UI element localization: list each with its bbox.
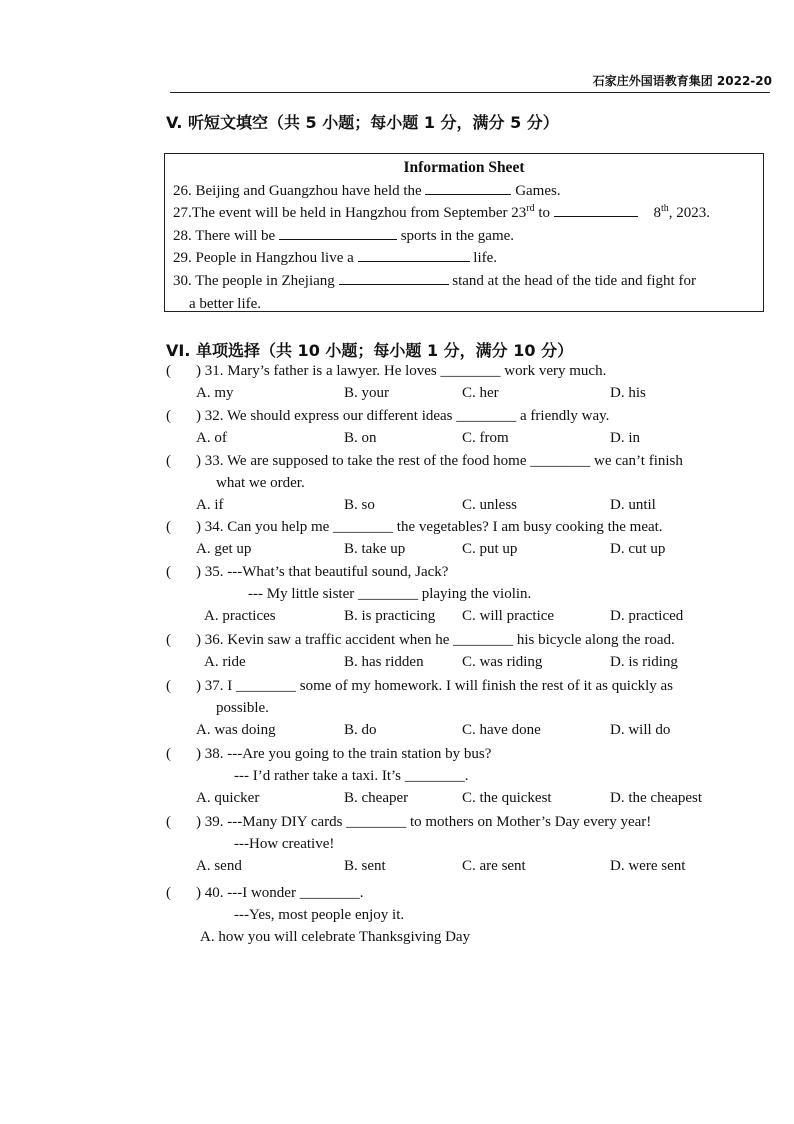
option-d: D. in bbox=[610, 430, 640, 446]
option-c: C. from bbox=[462, 430, 509, 446]
answer-bracket[interactable]: ( bbox=[166, 453, 171, 469]
answer-blank-28[interactable] bbox=[279, 225, 397, 240]
answer-bracket[interactable]: ( bbox=[166, 408, 171, 424]
question-32: ( ) 32. We should express our different ideas ________ a friendly way. A. of B. on C. from D. in bbox=[166, 405, 766, 449]
answer-blank-29[interactable] bbox=[358, 247, 470, 262]
answer-bracket[interactable]: ( bbox=[166, 564, 171, 580]
answer-bracket[interactable]: ( bbox=[166, 632, 171, 648]
answer-bracket[interactable]: ( bbox=[166, 519, 171, 535]
option-d: D. is riding bbox=[610, 654, 678, 670]
question-28: 28. There will be sports in the game. bbox=[173, 225, 755, 248]
option-c: C. was riding bbox=[462, 654, 543, 670]
option-d: D. his bbox=[610, 385, 646, 401]
answer-bracket[interactable]: ( bbox=[166, 363, 171, 379]
option-d: D. will do bbox=[610, 722, 671, 738]
option-c: C. her bbox=[462, 385, 499, 401]
question-40: ( ) 40. ---I wonder ________. ---Yes, most people enjoy it. A. how you will celebrate Thanksgiving Day bbox=[166, 882, 766, 948]
option-c: C. have done bbox=[462, 722, 541, 738]
option-b: B. take up bbox=[344, 541, 406, 557]
header-rule bbox=[170, 92, 770, 93]
section-5-title: V. 听短文填空（共 5 小题；每小题 1 分，满分 5 分） bbox=[166, 113, 559, 132]
question-26: 26. Beijing and Guangzhou have held the Games. bbox=[173, 180, 755, 203]
option-d: D. practiced bbox=[610, 608, 684, 624]
information-sheet bbox=[164, 153, 764, 312]
answer-blank-27[interactable] bbox=[554, 202, 638, 217]
option-c: C. the quickest bbox=[462, 790, 552, 806]
option-a: A. if bbox=[196, 497, 224, 513]
option-a: A. of bbox=[196, 430, 227, 446]
option-a: A. was doing bbox=[196, 722, 276, 738]
answer-bracket[interactable]: ( bbox=[166, 885, 171, 901]
question-36: ( ) 36. Kevin saw a traffic accident when he ________ his bicycle along the road. A. ride B. has ridden C. was riding D. is riding bbox=[166, 629, 766, 673]
answer-bracket[interactable]: ( bbox=[166, 678, 171, 694]
option-b: B. your bbox=[344, 385, 389, 401]
option-c: C. will practice bbox=[462, 608, 555, 624]
option-b: B. so bbox=[344, 497, 375, 513]
question-31: ( ) 31. Mary’s father is a lawyer. He loves ________ work very much. A. my B. your C. her D. his bbox=[166, 360, 766, 404]
option-c: C. unless bbox=[462, 497, 518, 513]
option-b: B. on bbox=[344, 430, 377, 446]
answer-bracket[interactable]: ( bbox=[166, 814, 171, 830]
sheet-title: Information Sheet bbox=[403, 159, 525, 176]
answer-blank-26[interactable] bbox=[425, 180, 511, 195]
option-a: A. quicker bbox=[196, 790, 260, 806]
option-b: B. do bbox=[344, 722, 377, 738]
question-27: 27.The event will be held in Hangzhou from September 23rd to 8th, 2023. bbox=[173, 203, 711, 222]
question-35: ( ) 35. ---What’s that beautiful sound, Jack? --- My little sister ________ playing the violin. A. practices B. is practicing C. will practice D. practiced bbox=[166, 561, 766, 627]
section-6-title: VI. 单项选择（共 10 小题；每小题 1 分，满分 10 分） bbox=[166, 341, 574, 360]
option-d: D. until bbox=[610, 497, 656, 513]
question-38: ( ) 38. ---Are you going to the train station by bus? --- I’d rather take a taxi. It’s ________. A. quicker B. cheaper C. the quickest D. the cheapest bbox=[166, 743, 766, 809]
option-c: C. are sent bbox=[462, 858, 526, 874]
option-b: B. has ridden bbox=[344, 654, 424, 670]
question-29: 29. People in Hangzhou live a life. bbox=[173, 247, 755, 270]
option-a: A. send bbox=[196, 858, 242, 874]
option-d: D. the cheapest bbox=[610, 790, 703, 806]
question-30-continued: a better life. bbox=[189, 295, 262, 312]
option-b: B. is practicing bbox=[344, 608, 436, 624]
option-a: A. practices bbox=[204, 608, 276, 624]
school-header: 石家庄外国语教育集团 2022-20 bbox=[592, 74, 772, 88]
question-30: 30. The people in Zhejiang stand at the head of the tide and fight for bbox=[173, 270, 755, 293]
option-a: A. ride bbox=[204, 654, 246, 670]
question-37: ( ) 37. I ________ some of my homework. I will finish the rest of it as quickly as possible. A. was doing B. do C. have done D. will do bbox=[166, 675, 766, 741]
question-33: ( ) 33. We are supposed to take the rest of the food home ________ we can’t finish what we order. A. if B. so C. unless D. until bbox=[166, 450, 766, 516]
question-34: ( ) 34. Can you help me ________ the vegetables? I am busy cooking the meat. A. get up B. take up C. put up D. cut up bbox=[166, 516, 766, 560]
option-b: B. sent bbox=[344, 858, 386, 874]
option-a: A. how you will celebrate Thanksgiving Day bbox=[200, 929, 471, 945]
option-a: A. get up bbox=[196, 541, 252, 557]
option-d: D. cut up bbox=[610, 541, 666, 557]
option-d: D. were sent bbox=[610, 858, 686, 874]
option-a: A. my bbox=[196, 385, 234, 401]
answer-blank-30[interactable] bbox=[339, 270, 449, 285]
question-39: ( ) 39. ---Many DIY cards ________ to mothers on Mother’s Day every year! ---How creative! A. send B. sent C. are sent D. were sent bbox=[166, 811, 766, 877]
option-b: B. cheaper bbox=[344, 790, 409, 806]
answer-bracket[interactable]: ( bbox=[166, 746, 171, 762]
option-c: C. put up bbox=[462, 541, 518, 557]
